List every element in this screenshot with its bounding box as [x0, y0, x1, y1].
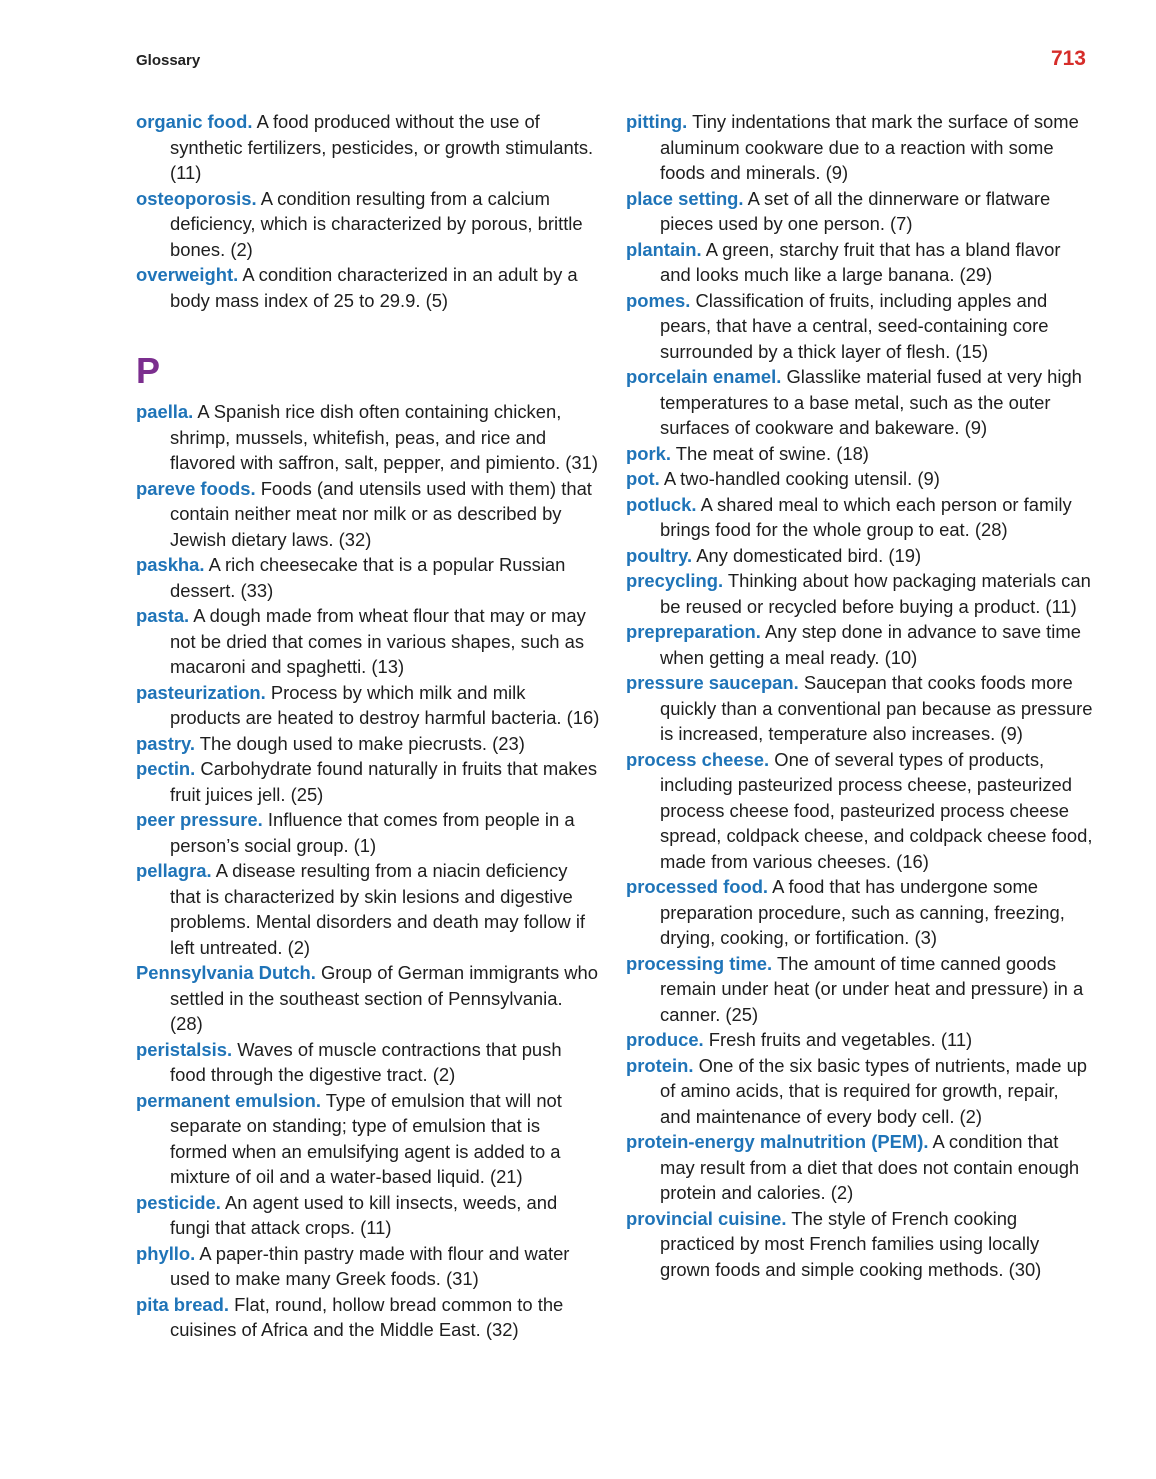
glossary-entry [136, 109, 600, 186]
glossary-definition: A condition characterized in an adult by a body mass index of 25 to 29.9. (5) [170, 264, 578, 311]
right-entries [626, 109, 1094, 1282]
glossary-term: poultry. [626, 544, 693, 566]
glossary-term: porcelain enamel. [626, 366, 782, 387]
glossary-entry [136, 1037, 600, 1088]
glossary-entry [136, 399, 600, 476]
glossary-definition: Classification of fruits, including apples and pears, that have a central, seed-containing core surrounded by a thick layer of flesh. (15) [660, 289, 1049, 362]
glossary-entry [626, 1206, 1094, 1283]
glossary-definition: Group of German immigrants who settled in the southeast section of Pennsylvania. (28) [170, 962, 598, 1034]
glossary-entry [626, 441, 1094, 467]
glossary-entry [626, 288, 1094, 365]
glossary-entry [626, 747, 1094, 875]
glossary-definition: Any domesticated bird. (19) [696, 544, 922, 566]
glossary-term: place setting. [626, 187, 744, 209]
glossary-entry [626, 951, 1094, 1028]
section-letter: P [136, 350, 161, 391]
glossary-term: pitting. [626, 111, 688, 132]
running-header: Glossary [136, 52, 201, 69]
glossary-term: osteoporosis. [136, 187, 257, 209]
glossary-term: pastry. [136, 732, 195, 754]
glossary-entry [136, 756, 600, 807]
glossary-term: pasta. [136, 605, 190, 626]
glossary-definition: The amount of time canned goods remain under heat (or under heat and pressure) in a canner. (25) [660, 952, 1084, 1025]
left-bottom-entries [136, 399, 600, 1343]
left-top-entries [136, 109, 600, 313]
glossary-term: phyllo. [136, 1242, 196, 1264]
glossary-definition: The meat of swine. (18) [675, 442, 869, 464]
glossary-term: organic food. [136, 111, 253, 132]
glossary-term: permanent emulsion. [136, 1089, 321, 1111]
glossary-entry [136, 262, 600, 313]
glossary-entry [136, 603, 600, 680]
glossary-term: pareve foods. [136, 477, 256, 499]
glossary-term: protein-energy malnutrition (PEM). [626, 1131, 929, 1152]
glossary-term: produce. [626, 1029, 704, 1050]
glossary-definition: The style of French cooking practiced by most French families using locally grown foods and simple cooking methods. (30) [660, 1207, 1042, 1280]
glossary-definition: Carbohydrate found naturally in fruits that makes fruit juices jell. (25) [170, 758, 598, 805]
glossary-definition: Process by which milk and milk products are heated to destroy harmful bacteria. (16) [170, 681, 600, 728]
glossary-entry [626, 492, 1094, 543]
glossary-entry [626, 670, 1094, 747]
glossary-definition: A food that has undergone some preparation procedure, such as canning, freezing, drying, cooking, or fortification. (3) [660, 876, 1065, 948]
glossary-definition: A two-handled cooking utensil. (9) [663, 468, 940, 489]
glossary-definition: The dough used to make piecrusts. (23) [199, 732, 525, 754]
glossary-definition: A condition resulting from a calcium deficiency, which is characterized by porous, brittle bones. (2) [170, 187, 583, 260]
glossary-definition: Flat, round, hollow bread common to the cuisines of Africa and the Middle East. (32) [170, 1293, 564, 1340]
glossary-entry [626, 1053, 1094, 1130]
glossary-term: Pennsylvania Dutch. [136, 962, 316, 983]
glossary-entry [626, 619, 1094, 670]
glossary-entry [136, 858, 600, 960]
glossary-term: pesticide. [136, 1191, 221, 1213]
glossary-definition: A shared meal to which each person or family brings food for the whole group to eat. (28) [660, 493, 1072, 540]
glossary-definition: A paper-thin pastry made with flour and water used to make many Greek foods. (31) [170, 1242, 570, 1289]
glossary-term: processing time. [626, 952, 773, 974]
glossary-entry [136, 1241, 600, 1292]
glossary-definition: Any step done in advance to save time when getting a meal ready. (10) [660, 621, 1081, 668]
glossary-entry [136, 186, 600, 263]
glossary-term: provincial cuisine. [626, 1207, 787, 1229]
glossary-definition: An agent used to kill insects, weeds, and fungi that attack crops. (11) [170, 1191, 558, 1238]
glossary-definition: Saucepan that cooks foods more quickly than a conventional pan because as pressure is increased, temperature also increases. (9) [660, 672, 1093, 744]
glossary-entry [136, 1292, 600, 1343]
glossary-term: pita bread. [136, 1293, 229, 1315]
glossary-term: pellagra. [136, 860, 212, 881]
glossary-term: processed food. [626, 876, 769, 897]
glossary-entry [626, 466, 1094, 492]
glossary-definition: A food produced without the use of synthetic fertilizers, pesticides, or growth stimulants. (11) [170, 111, 594, 183]
glossary-entry [626, 1129, 1094, 1206]
glossary-entry [136, 731, 600, 757]
glossary-entry [626, 237, 1094, 288]
glossary-term: pork. [626, 442, 671, 464]
glossary-definition: A Spanish rice dish often containing chicken, shrimp, mussels, whitefish, peas, and rice and flavored with saffron, salt, pepper, and pimiento. (31) [170, 401, 598, 473]
glossary-entry [136, 476, 600, 553]
glossary-definition: Fresh fruits and vegetables. (11) [708, 1029, 973, 1050]
glossary-definition: Glasslike material fused at very high temperatures to a base metal, such as the outer surfaces of cookware and bakeware. (9) [660, 366, 1082, 438]
glossary-entry [136, 680, 600, 731]
glossary-entry [136, 960, 600, 1037]
glossary-definition: Tiny indentations that mark the surface of some aluminum cookware due to a reaction with some foods and minerals. (9) [660, 111, 1079, 183]
glossary-term: peristalsis. [136, 1038, 233, 1060]
glossary-definition: Influence that comes from people in a person’s social group. (1) [170, 809, 575, 856]
glossary-definition: A dough made from wheat flour that may or may not be dried that comes in various shapes, such as macaroni and spaghetti. (13) [170, 605, 586, 677]
glossary-term: process cheese. [626, 748, 770, 770]
glossary-definition: A rich cheesecake that is a popular Russian dessert. (33) [170, 554, 566, 601]
glossary-definition: One of several types of products, including pasteurized process cheese, pasteurized process cheese food, pasteurized process cheese spread, coldpack cheese, and coldpack cheese food, made from various cheeses. (16) [660, 748, 1093, 872]
left-column [136, 109, 600, 1343]
glossary-term: potluck. [626, 493, 697, 515]
glossary-entry [626, 109, 1094, 186]
glossary-term: paskha. [136, 554, 205, 575]
glossary-term: plantain. [626, 238, 702, 260]
glossary-definition: A condition that may result from a diet that does not contain enough protein and calories. (2) [660, 1131, 1080, 1203]
glossary-term: pomes. [626, 289, 691, 311]
glossary-entry [626, 543, 1094, 569]
right-column [626, 109, 1094, 1282]
glossary-term: pot. [626, 468, 660, 489]
glossary-term: pectin. [136, 758, 196, 779]
glossary-entry [626, 364, 1094, 441]
glossary-term: precycling. [626, 570, 724, 591]
glossary-term: prepreparation. [626, 621, 761, 642]
glossary-term: overweight. [136, 264, 239, 285]
glossary-definition: A green, starchy fruit that has a bland flavor and looks much like a large banana. (29) [660, 238, 1061, 285]
glossary-term: pasteurization. [136, 681, 266, 703]
glossary-definition: One of the six basic types of nutrients, made up of amino acids, that is required for growth, repair, and maintenance of every body cell. (2) [660, 1054, 1088, 1127]
glossary-entry [136, 1088, 600, 1190]
glossary-term: peer pressure. [136, 809, 263, 830]
glossary-entry [626, 1027, 1094, 1053]
glossary-entry [626, 568, 1094, 619]
glossary-definition: Waves of muscle contractions that push food through the digestive tract. (2) [170, 1038, 562, 1085]
glossary-definition: A set of all the dinnerware or flatware pieces used by one person. (7) [660, 187, 1051, 234]
glossary-definition: Thinking about how packaging materials can be reused or recycled before buying a product. (11) [660, 570, 1091, 617]
glossary-term: paella. [136, 401, 194, 422]
glossary-term: pressure saucepan. [626, 672, 799, 693]
page-number: 713 [1050, 47, 1086, 70]
glossary-entry [626, 874, 1094, 951]
glossary-entry [136, 807, 600, 858]
glossary-entry [136, 552, 600, 603]
glossary-definition: A disease resulting from a niacin deficiency that is characterized by skin lesions and digestive problems. Mental disorders and death may follow if left untreated. (2) [170, 860, 586, 958]
glossary-entry [626, 186, 1094, 237]
glossary-entry [136, 1190, 600, 1241]
glossary-term: protein. [626, 1054, 694, 1076]
glossary-definition: Type of emulsion that will not separate on standing; type of emulsion that is formed when an emulsifying agent is added to a mixture of oil and a water-based liquid. (21) [170, 1089, 562, 1187]
glossary-definition: Foods (and utensils used with them) that contain neither meat nor milk or as described by Jewish dietary laws. (32) [170, 477, 592, 550]
